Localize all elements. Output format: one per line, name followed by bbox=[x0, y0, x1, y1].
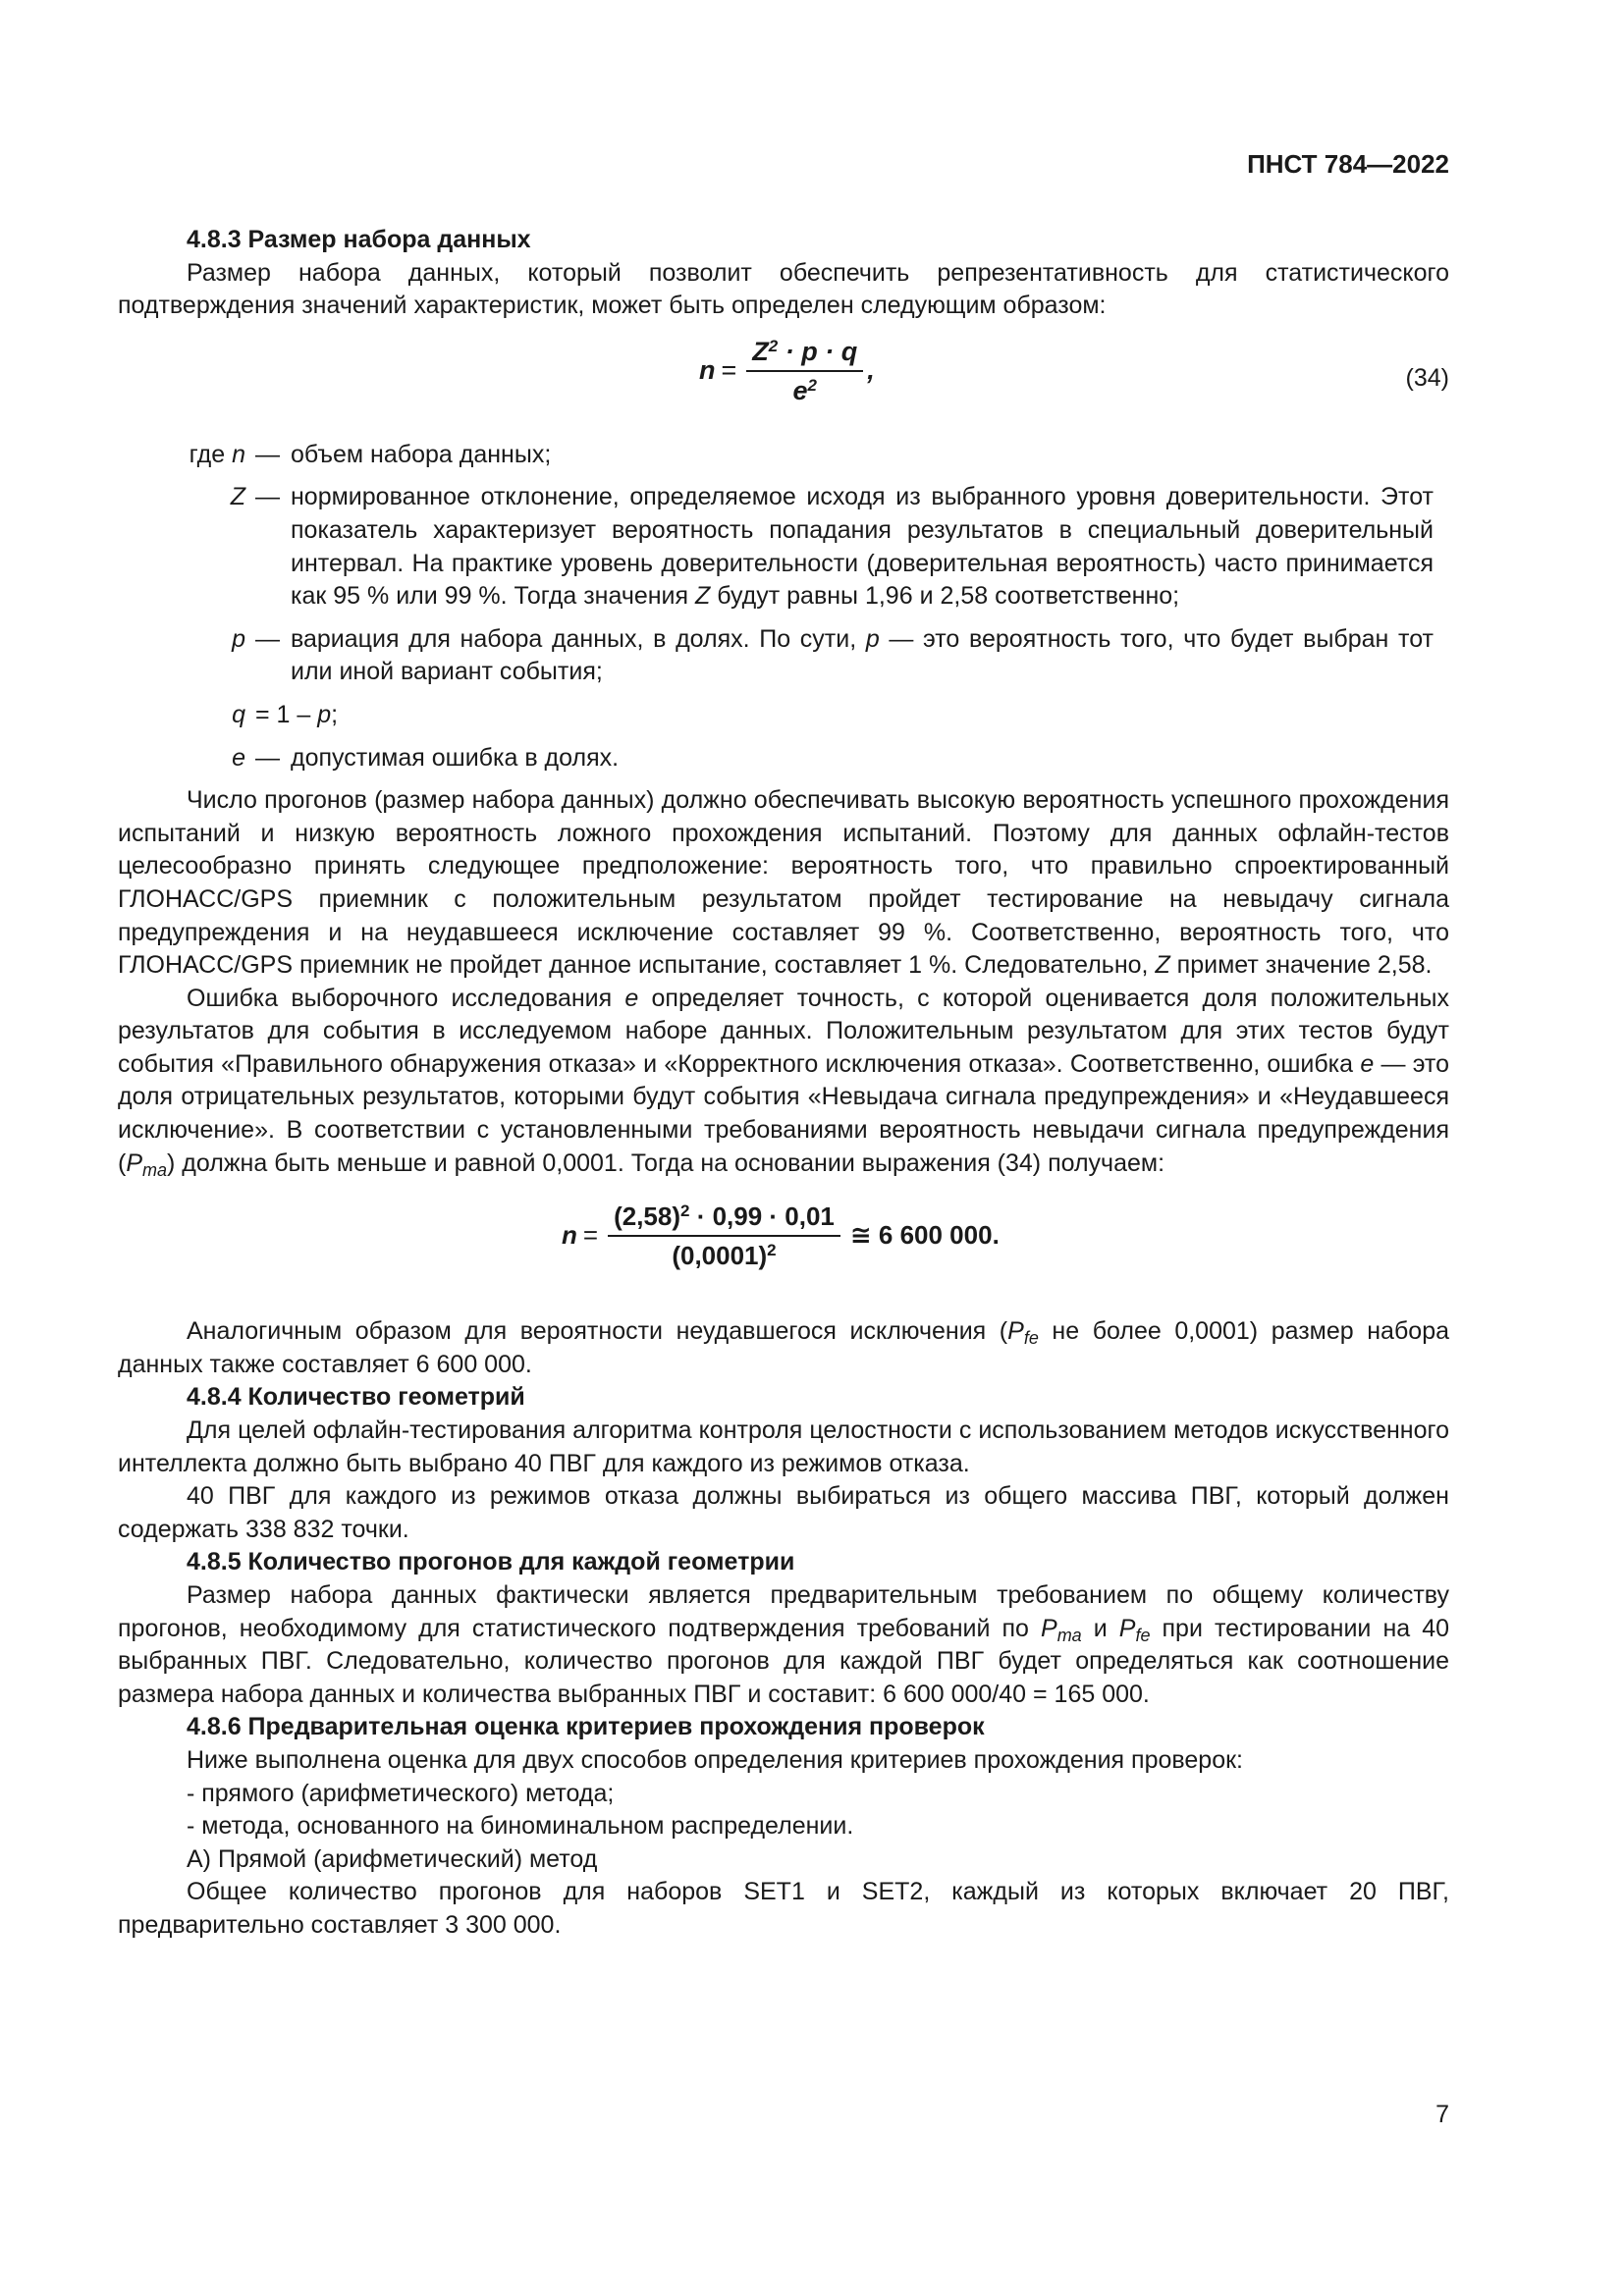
def-text-a: нормированное отклонение, определяемое исходя из выбранного уровня доверительности. Этот показатель характеризует вероятность попадания результатов в специальный доверительный интервал. На практике уровень доверительности (доверительная вероятность) часто принимается как 95 % или 99 %. Тогда значения bbox=[291, 483, 1434, 611]
den-exp: 2 bbox=[767, 1241, 777, 1260]
def-symbol bbox=[118, 439, 255, 472]
formula-34-expression bbox=[699, 337, 875, 405]
formula2-equals: = bbox=[582, 1220, 599, 1251]
text-run: и bbox=[1081, 1614, 1119, 1642]
text-run: — это доля отрицательных результатов, которыми будут события «Невыдача сигнала предупреждения» и «Неудавшееся исключение». В соответствии с установленными требованиями вероятность невыдачи сигнала предупреждения ( bbox=[118, 1049, 1449, 1177]
def-dash: — bbox=[255, 440, 280, 468]
def-text-var: p bbox=[865, 624, 880, 653]
section-4-8-3-paragraph-1 bbox=[118, 784, 1449, 983]
section-4-8-3-paragraph-3 bbox=[118, 1315, 1449, 1381]
text-subscript: ma bbox=[1056, 1625, 1082, 1645]
den-exp: 2 bbox=[807, 375, 817, 395]
section-4-8-4-paragraph-1: Для целей офлайн-тестирования алгоритма контроля целостности с использованием методов искусственного интеллекта должно быть выбрано 40 ПВГ для каждого из режимов отказа. bbox=[118, 1416, 1449, 1477]
text-run: определяет точность, с которой оценивается доля положительных результатов для события в исследуемом наборе данных. Положительным результатом для этих тестов будут события «Правильного обнаружения отказа» и «Корректного исключения отказа». Соответственно, ошибка bbox=[118, 984, 1449, 1078]
def-dash: — bbox=[255, 743, 280, 772]
text-var: P bbox=[1118, 1614, 1136, 1642]
text-var: P bbox=[1041, 1614, 1057, 1642]
def-symbol bbox=[118, 699, 255, 732]
def-text bbox=[255, 699, 1449, 732]
text-run: Ошибка выборочного исследования bbox=[187, 984, 625, 1012]
num-rest: · p · q bbox=[778, 336, 858, 366]
def-text-a: вариация для набора данных, в долях. По сути, bbox=[291, 624, 866, 653]
page-number: 7 bbox=[1435, 2101, 1449, 2128]
def-var: p bbox=[232, 624, 245, 653]
def-var: e bbox=[232, 743, 245, 772]
text-var: P bbox=[126, 1148, 143, 1177]
section-4-8-4-heading: 4.8.4 Количество геометрий bbox=[187, 1383, 525, 1412]
page-content bbox=[118, 224, 1449, 1943]
def-text-b: — это вероятность того, что будет выбран тот или иной вариант события; bbox=[291, 624, 1434, 686]
def-text-b: будут равны 1,96 и 2,58 соответственно; bbox=[710, 582, 1180, 611]
def-text-var: p bbox=[317, 700, 332, 728]
formula-n-calculation bbox=[118, 1194, 1449, 1296]
formula-n-expression bbox=[562, 1201, 1000, 1270]
text-run: ) должна быть меньше и равной 0,0001. Тогда на основании выражения (34) получаем: bbox=[167, 1148, 1165, 1177]
def-text: допустимая ошибка в долях. bbox=[291, 743, 620, 772]
formula-number: (34) bbox=[1405, 363, 1449, 392]
formula-fraction bbox=[746, 337, 863, 405]
text-run: при тестировании на 40 выбранных ПВГ. Следовательно, количество прогонов для каждой ПВГ будет определяться как соотношение размера набора данных и количества выбранных ПВГ и составит: 6 600 000/40 = 165 000. bbox=[118, 1614, 1450, 1708]
section-4-8-4-paragraph-2: 40 ПВГ для каждого из режимов отказа должны выбираться из общего массива ПВГ, который должен содержать 338 832 точки. bbox=[118, 1482, 1449, 1543]
def-prefix: где bbox=[189, 440, 233, 468]
text-subscript: fe bbox=[1135, 1625, 1151, 1645]
text-run: Размер набора данных фактически является предварительным требованием по общему количеству прогонов, необходимому для статистического подтверждения требований по bbox=[118, 1581, 1449, 1642]
section-4-8-6-subheading: А) Прямой (арифметический) метод bbox=[187, 1844, 598, 1873]
variable-definitions bbox=[118, 439, 1449, 774]
text-subscript: ma bbox=[142, 1159, 168, 1180]
num-z-exp: 2 bbox=[768, 336, 779, 355]
section-4-8-6-heading: 4.8.6 Предварительная оценка критериев прохождения проверок bbox=[187, 1713, 985, 1741]
formula-trailing-comma: , bbox=[867, 354, 875, 385]
formula-equals: = bbox=[721, 354, 737, 385]
section-4-8-3-paragraph-2 bbox=[118, 983, 1449, 1181]
definition-n bbox=[118, 439, 1449, 472]
formula-34 bbox=[118, 327, 1449, 421]
section-4-8-5-paragraph-1 bbox=[118, 1579, 1449, 1711]
formula2-numerator bbox=[608, 1201, 840, 1237]
num-exp: 2 bbox=[680, 1201, 690, 1221]
section-4-8-6-paragraph-1: Общее количество прогонов для наборов SET1 и SET2, каждый из которых включает 20 ПВГ, предварительно составляет 3 300 000. bbox=[118, 1878, 1449, 1939]
text-run: Число прогонов (размер набора данных) должно обеспечивать высокую вероятность успешного прохождения испытаний и низкую вероятность ложного прохождения испытаний. Поэтому для данных офлайн-тестов целесообразно принять следующее предположение: вероятность того, что правильно спроектированный ГЛОНАСС/GPS приемник с положительным результатом пройдет тестирование на невыдачу сигнала предупреждения и на неудавшееся исключение составляет 99 %. Соответственно, вероятность того, что ГЛОНАСС/GPS приемник не пройдет данное испытание, составляет 1 %. Следовательно, bbox=[118, 786, 1449, 980]
text-run: не более 0,0001) размер набора данных также составляет 6 600 000. bbox=[118, 1317, 1449, 1378]
def-dash: — bbox=[255, 483, 280, 511]
text-run: Аналогичным образом для вероятности неудавшегося исключения ( bbox=[187, 1317, 1008, 1346]
list-item: - прямого (арифметического) метода; bbox=[187, 1779, 615, 1807]
section-4-8-6-intro: Ниже выполнена оценка для двух способов определения критериев прохождения проверок: bbox=[187, 1745, 1243, 1774]
definition-p bbox=[118, 623, 1449, 689]
def-symbol bbox=[118, 623, 255, 689]
def-var: Z bbox=[230, 483, 245, 511]
text-var: e bbox=[1360, 1049, 1375, 1078]
def-text bbox=[291, 481, 1449, 613]
text-subscript: fe bbox=[1023, 1328, 1039, 1349]
section-4-8-3-heading: 4.8.3 Размер набора данных bbox=[187, 226, 531, 253]
def-dash: — bbox=[255, 624, 280, 653]
def-text-var: Z bbox=[695, 582, 711, 611]
den-a: (0,0001) bbox=[672, 1241, 768, 1271]
formula2-fraction bbox=[608, 1201, 840, 1270]
formula2-lhs: n bbox=[562, 1220, 577, 1251]
def-symbol bbox=[118, 481, 255, 613]
def-text: объем набора данных; bbox=[291, 440, 552, 468]
text-var: P bbox=[1007, 1317, 1024, 1346]
document-id-header: ПНСТ 784—2022 bbox=[1247, 149, 1449, 179]
definition-z bbox=[118, 481, 1449, 613]
formula-numerator bbox=[746, 337, 863, 372]
section-4-8-5-heading: 4.8.5 Количество прогонов для каждой геометрии bbox=[187, 1548, 795, 1576]
den-e: e bbox=[792, 375, 808, 405]
def-text-b: ; bbox=[331, 700, 339, 728]
def-var: n bbox=[232, 440, 245, 468]
text-run: примет значение 2,58. bbox=[1169, 951, 1433, 980]
def-text bbox=[291, 623, 1449, 689]
formula-denominator bbox=[793, 372, 818, 405]
num-a: (2,58) bbox=[614, 1201, 680, 1232]
num-b: · 0,99 · 0,01 bbox=[689, 1201, 835, 1232]
def-eq: = 1 – bbox=[255, 700, 311, 728]
text-var: Z bbox=[1155, 951, 1170, 980]
formula2-result: ≅ 6 600 000. bbox=[849, 1220, 1000, 1251]
def-symbol bbox=[118, 742, 255, 775]
text-var: e bbox=[624, 984, 639, 1012]
num-z: Z bbox=[752, 336, 769, 366]
section-4-8-3-intro: Размер набора данных, который позволит обеспечить репрезентативность для статистического подтверждения значений характеристик, может быть определен следующим образом: bbox=[118, 258, 1449, 320]
definition-q bbox=[118, 699, 1449, 732]
formula-lhs: n bbox=[699, 354, 716, 385]
definition-e bbox=[118, 742, 1449, 775]
def-var: q bbox=[232, 700, 245, 728]
list-item: - метода, основанного на биноминальном распределении. bbox=[187, 1812, 854, 1841]
formula2-denominator bbox=[672, 1237, 776, 1270]
